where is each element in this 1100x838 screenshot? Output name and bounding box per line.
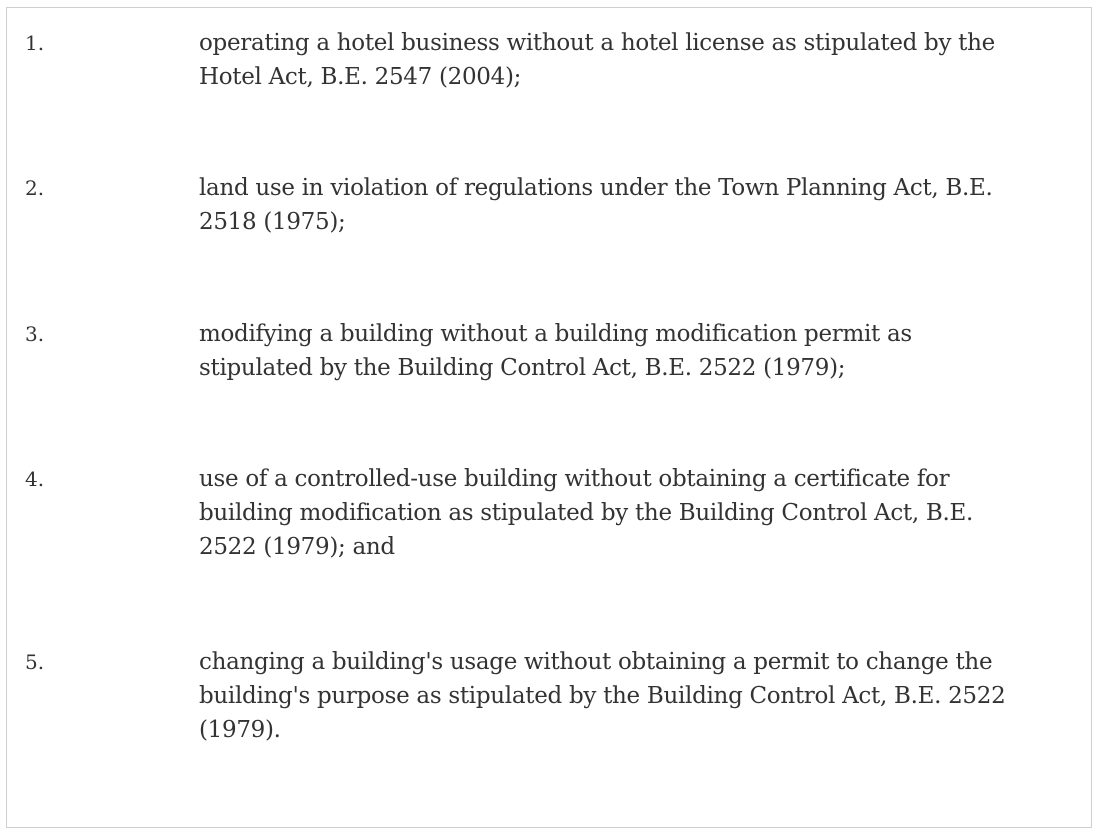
item-text-line: land use in violation of regulations under the Town Planning Act, B.E. bbox=[199, 175, 993, 201]
document-frame bbox=[6, 7, 1092, 828]
item-text-line: building modification as stipulated by the Building Control Act, B.E. bbox=[199, 500, 974, 526]
item-text-line: 2522 (1979); and bbox=[199, 534, 395, 560]
item-number: 2. bbox=[25, 176, 45, 200]
item-text-line: use of a controlled-use building without obtaining a certificate for bbox=[199, 466, 950, 492]
item-text bbox=[199, 26, 1059, 94]
item-text-line: building's purpose as stipulated by the Building Control Act, B.E. 2522 bbox=[199, 683, 1006, 709]
item-text-line: changing a building's usage without obtaining a permit to change the bbox=[199, 649, 993, 675]
item-text-line: operating a hotel business without a hotel license as stipulated by the bbox=[199, 30, 995, 56]
item-text bbox=[199, 171, 1059, 239]
item-text-line: Hotel Act, B.E. 2547 (2004); bbox=[199, 64, 522, 90]
item-text bbox=[199, 462, 1059, 564]
item-number: 3. bbox=[25, 322, 45, 346]
item-text bbox=[199, 645, 1059, 747]
item-text bbox=[199, 317, 1059, 385]
item-text-line: modifying a building without a building modification permit as bbox=[199, 321, 912, 347]
item-text-line: stipulated by the Building Control Act, B.E. 2522 (1979); bbox=[199, 355, 846, 381]
item-text-line: 2518 (1975); bbox=[199, 209, 346, 235]
item-text-line: (1979). bbox=[199, 717, 281, 743]
item-number: 5. bbox=[25, 650, 45, 674]
item-number: 1. bbox=[25, 31, 45, 55]
item-number: 4. bbox=[25, 467, 45, 491]
